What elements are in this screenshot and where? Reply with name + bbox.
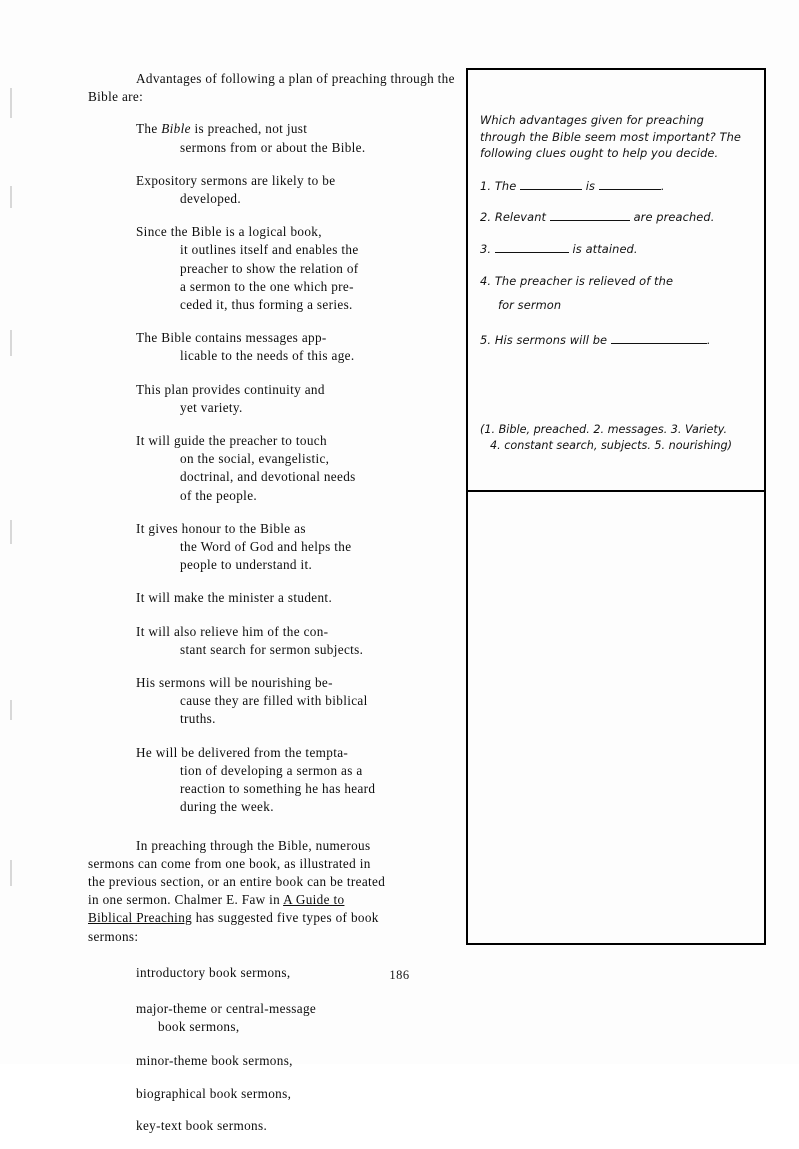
quiz-question-1 <box>480 178 754 195</box>
advantage-line: It will guide the preacher to touch <box>136 433 327 449</box>
advantage-line: of the people. <box>180 487 258 503</box>
advantage-line: people to understand it. <box>180 557 313 573</box>
panel-prompt <box>480 112 754 162</box>
advantage-item <box>88 172 460 208</box>
question-text: . <box>706 332 711 347</box>
question-number: 2. <box>480 210 492 225</box>
quiz-question-2 <box>480 209 754 226</box>
closing-line <box>88 909 460 927</box>
closing-text: in one sermon. Chalmer E. Faw in <box>88 892 284 908</box>
sermon-type-line: minor-theme book sermons, <box>136 1053 293 1069</box>
sermon-type-item <box>88 1085 460 1103</box>
question-number: 3. <box>480 241 492 256</box>
advantage-line: The Bible contains messages app- <box>136 330 327 346</box>
question-number: 5. <box>480 332 492 347</box>
scan-edge-mark <box>10 700 12 720</box>
advantage-item <box>88 674 460 729</box>
side-panel-content <box>480 112 754 363</box>
sermon-type-line: major-theme or central-message <box>136 1000 317 1016</box>
sermon-type-line: biographical book sermons, <box>136 1085 292 1101</box>
advantage-line: cause they are filled with biblical <box>180 693 368 709</box>
sermon-type-line: key-text book sermons. <box>136 1117 268 1133</box>
question-number: 4. <box>480 273 492 288</box>
advantage-line: He will be delivered from the tempta- <box>136 744 349 760</box>
advantage-item <box>88 120 460 156</box>
intro-paragraph <box>88 70 460 106</box>
closing-line: the previous section, or an entire book can be treated <box>88 873 386 889</box>
question-text: is attained. <box>572 241 638 256</box>
sermon-type-line: introductory book sermons, <box>136 964 291 980</box>
intro-text: Advantages of following a plan of preaching through the Bible are: <box>88 71 455 105</box>
blank-line[interactable] <box>611 332 707 344</box>
blank-line[interactable] <box>599 178 661 190</box>
advantage-item <box>88 223 460 314</box>
advantage-line: ceded it, thus forming a series. <box>180 297 353 313</box>
question-text: for sermon <box>498 298 562 313</box>
quiz-question-4 <box>480 273 754 290</box>
advantage-line: sermons from or about the Bible. <box>180 139 366 155</box>
book-title-cont: Biblical Preaching <box>88 910 193 926</box>
closing-line: In preaching through the Bible, numerous <box>136 837 371 853</box>
sermon-type-item <box>88 1052 460 1070</box>
advantage-item <box>88 381 460 417</box>
advantage-item <box>88 744 460 817</box>
panel-prompt-line: following clues ought to help you decide. <box>480 146 719 161</box>
advantage-line: it outlines itself and enables the <box>180 242 359 258</box>
advantage-item <box>88 329 460 365</box>
advantage-line: tion of developing a sermon as a <box>180 762 363 778</box>
side-panel-divider <box>466 490 766 492</box>
question-text: The <box>494 178 517 193</box>
blank-line[interactable] <box>520 178 582 190</box>
advantage-line: during the week. <box>180 799 274 815</box>
advantage-line: yet variety. <box>180 399 243 415</box>
advantage-line: His sermons will be nourishing be- <box>136 675 333 691</box>
quiz-question-3 <box>480 241 754 258</box>
advantage-line: This plan provides continuity and <box>136 381 325 397</box>
advantage-item <box>88 623 460 659</box>
answer-key-line: (1. Bible, preached. 2. messages. 3. Variety. <box>480 423 728 436</box>
advantage-item <box>88 589 460 607</box>
panel-prompt-line: through the Bible seem most important? The <box>480 129 742 144</box>
advantage-line: reaction to something he has heard <box>180 781 376 797</box>
question-number: 1. <box>480 178 492 193</box>
closing-line: sermons can come from one book, as illustrated in <box>88 855 371 871</box>
closing-text: has suggested five types of book <box>192 910 379 926</box>
advantage-item <box>88 432 460 505</box>
advantage-line: licable to the needs of this age. <box>180 348 355 364</box>
sermon-type-item <box>88 1000 460 1036</box>
question-text: is <box>585 178 596 193</box>
advantage-line: doctrinal, and devotional needs <box>180 469 356 485</box>
closing-line <box>88 891 460 909</box>
scan-edge-mark <box>10 88 12 118</box>
question-text: The preacher is relieved of the <box>494 273 674 288</box>
advantage-line: It gives honour to the Bible as <box>136 520 306 536</box>
page-number: 186 <box>389 968 410 982</box>
advantage-line: the Word of God and helps the <box>180 539 352 555</box>
advantage-line: developed. <box>180 191 241 207</box>
advantage-line: It will also relieve him of the con- <box>136 623 329 639</box>
advantage-line: Expository sermons are likely to be <box>136 172 336 188</box>
question-text: His sermons will be <box>494 332 608 347</box>
italic-word: Bible <box>161 121 191 137</box>
scan-edge-mark <box>10 186 12 208</box>
closing-line: sermons: <box>88 928 139 944</box>
advantage-line: It will make the minister a student. <box>136 590 333 606</box>
blank-line[interactable] <box>495 241 569 253</box>
scan-edge-mark <box>10 330 12 356</box>
advantage-line: stant search for sermon subjects. <box>180 641 364 657</box>
advantage-item <box>88 520 460 575</box>
quiz-question-5 <box>480 332 754 349</box>
advantage-line: on the social, evangelistic, <box>180 451 330 467</box>
question-text: are preached. <box>633 210 715 225</box>
sermon-type-item <box>88 1117 460 1135</box>
advantage-line: preacher to show the relation of <box>180 260 359 276</box>
advantage-line: The Bible is preached, not just <box>136 121 308 137</box>
answer-key <box>480 422 760 453</box>
scan-edge-mark <box>10 520 12 544</box>
body-text-column <box>88 70 460 1149</box>
closing-paragraph <box>88 837 460 946</box>
blank-line[interactable] <box>550 209 630 221</box>
quiz-question-4-cont <box>480 297 754 314</box>
panel-prompt-line: Which advantages given for preaching <box>480 113 705 127</box>
advantage-line: truths. <box>180 711 216 727</box>
book-title: A Guide to <box>283 892 345 908</box>
question-text: . <box>660 178 665 193</box>
scan-edge-mark <box>10 860 12 886</box>
advantage-line: Since the Bible is a logical book, <box>136 224 322 240</box>
answer-key-line: 4. constant search, subjects. 5. nourishing) <box>490 438 732 452</box>
question-text: Relevant <box>494 210 547 225</box>
sermon-type-line: book sermons, <box>158 1019 240 1035</box>
advantage-line: a sermon to the one which pre- <box>180 278 354 294</box>
